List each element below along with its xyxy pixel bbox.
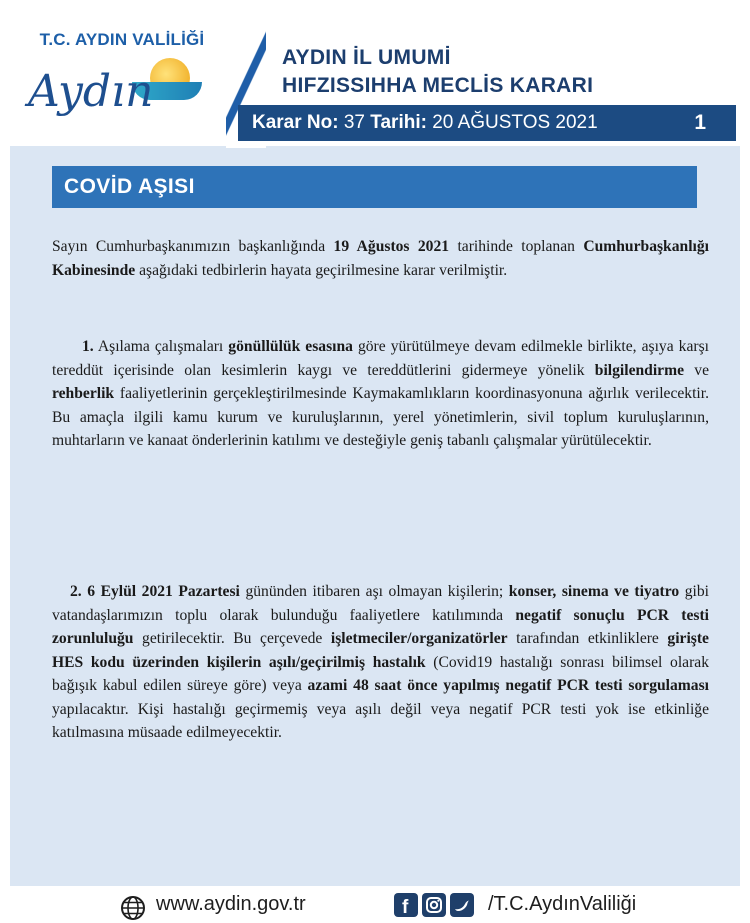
date-label: Tarihi:	[370, 112, 427, 133]
item-2-bold: girişte HES kodu üzerinden kişilerin aşılı/geçirilmiş hastalık	[52, 630, 709, 671]
intro-text: aşağıdaki tedbirlerin hayata geçirilmesine karar verilmiştir.	[135, 261, 508, 279]
section-title-bar	[52, 166, 697, 208]
intro-paragraph	[52, 235, 709, 282]
twitter-icon[interactable]	[450, 893, 474, 917]
item-2-bold: işletmeciler/organizatörler	[330, 630, 508, 647]
globe-icon	[120, 895, 146, 921]
item-1-bold: gönüllülük esasına	[228, 338, 353, 355]
item-2-bold: negatif sonuçlu PCR testi zorunluluğu	[52, 606, 709, 647]
title-line-1: AYDIN İL UMUMİ	[282, 46, 451, 69]
item-2-bold: konser, sinema ve tiyatro	[508, 583, 680, 600]
decision-date: 20 AĞUSTOS 2021	[432, 112, 598, 133]
decision-info	[252, 112, 598, 134]
item-2-bold: 2. 6 Eylül 2021 Pazartesi	[70, 583, 240, 600]
intro-date: 19 Ağustos 2021	[333, 238, 450, 255]
item-1-text: Aşılama çalışmaları	[93, 338, 229, 355]
facebook-icon[interactable]	[394, 893, 418, 917]
logo-script: Aydın	[28, 66, 154, 117]
title-line-2: HIFZISSIHHA MECLİS KARARI	[282, 74, 594, 97]
intro-text: Sayın Cumhurbaşkanımızın başkanlığında	[52, 238, 334, 255]
item-2-text: tarafından etkinliklere	[507, 630, 668, 647]
item-2-text: getirilecektir. Bu çerçevede	[133, 630, 331, 647]
page-number: 1	[694, 111, 706, 134]
item-1-number: 1.	[82, 338, 94, 355]
item-1-text: faaliyetlerinin gerçekleştirilmesinde Kaymakamlıkların koordinasyonuna ağırlık verilecektir. Bu amaçla ilgili kamu kurum ve kuruluşlarının, yerel yönetimlerin, sivil toplum kuruluşlarının, muhtarların ve kanaat önderlerinin katılımı ve desteğiyle geniş tabanlı çalışmalar yürütülecektir.	[52, 385, 709, 449]
item-2-bold: azami 48 saat önce yapılmış negatif PCR testi sorgulaması	[307, 677, 709, 694]
aydin-valiligi-logo	[22, 30, 222, 140]
svg-text:f: f	[402, 897, 409, 917]
intro-text: tarihinde toplanan	[449, 238, 584, 255]
section-title: COVİD AŞISI	[64, 175, 195, 198]
intro-cabinet: Cumhurbaşkanlığı Kabinesinde	[52, 238, 709, 279]
document-title	[282, 44, 593, 100]
item-2-text: gibi vatandaşlarımızın toplu olarak bulunduğu faaliyetlere katılımında	[52, 583, 709, 624]
item-1-text: göre yürütülmeye devam edilmekle birlikte, aşıya karşı tereddüt içerisinde olan kesimlerin kaygı ve tereddütlerini gidermeye yönelik	[52, 338, 709, 379]
footer	[10, 886, 740, 923]
logo-title: T.C. AYDIN VALİLİĞİ	[39, 30, 205, 49]
item-2-paragraph	[52, 580, 709, 745]
item-1-paragraph	[52, 335, 709, 453]
social-handle[interactable]: /T.C.AydınValiliği	[488, 893, 637, 915]
decision-number: 37	[343, 112, 365, 133]
decision-info-bar	[238, 105, 736, 141]
item-2-text: yapılacaktır. Kişi hastalığı geçirmemiş veya aşılı değil veya negatif PCR testi yok ise etkinliğe katılmasına müsaade edilmeyecektir.	[52, 700, 709, 741]
instagram-icon[interactable]	[422, 893, 446, 917]
item-1-bold: rehberlik	[52, 385, 115, 402]
item-2-text: gününden itibaren aşı olmayan kişilerin;	[239, 583, 509, 600]
item-2-text: (Covid19 hastalığı sonrası bilimsel olarak bağışık kabul edilen süreye göre) veya	[52, 653, 709, 694]
decision-number-label: Karar No:	[252, 112, 339, 133]
item-1-bold: bilgilendirme	[594, 361, 684, 379]
item-1-text: ve	[684, 361, 709, 379]
website-link[interactable]: www.aydin.gov.tr	[156, 893, 306, 915]
